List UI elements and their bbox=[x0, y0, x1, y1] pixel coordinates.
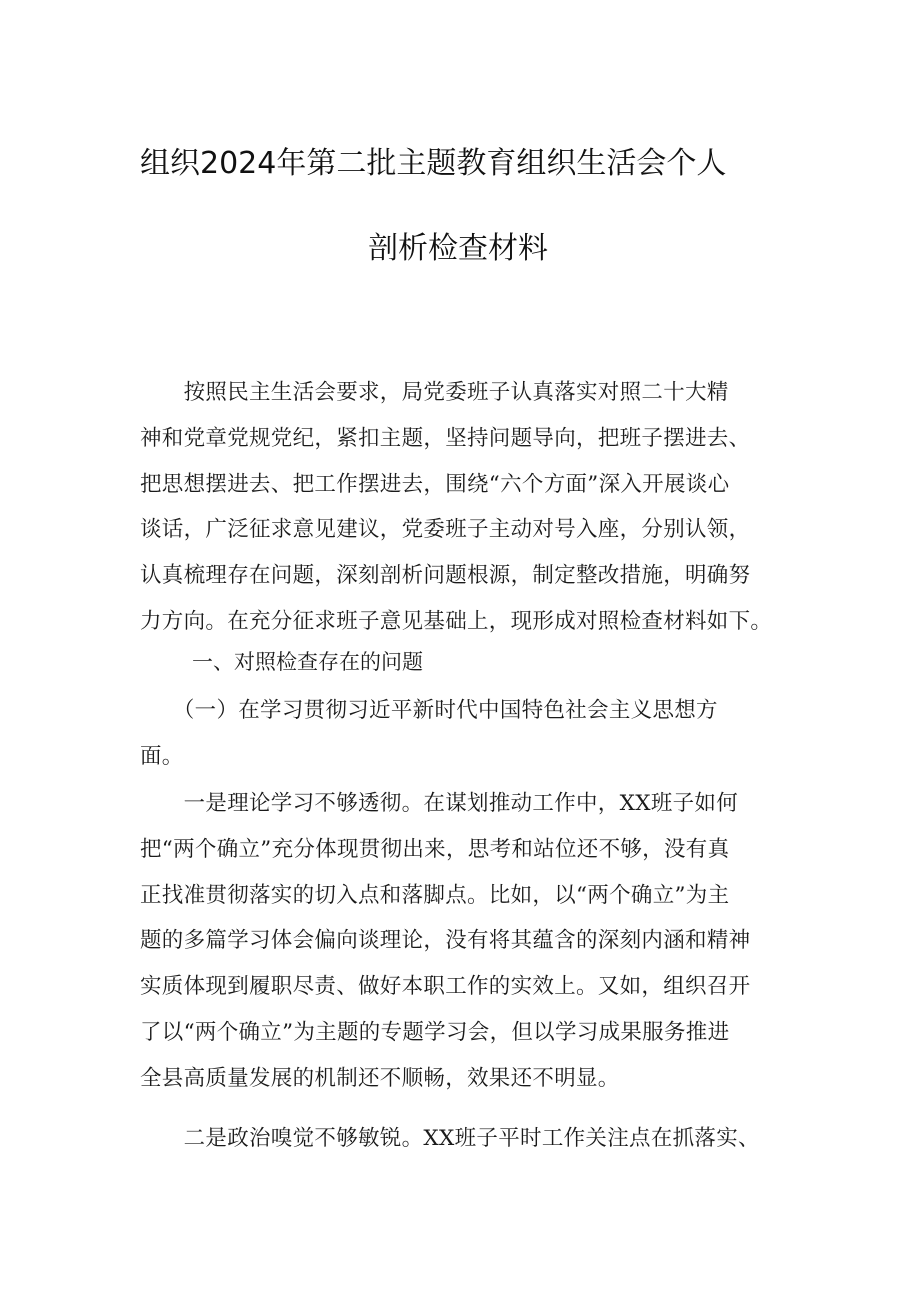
paragraph-line: 题的多篇学习体会偏向谈理论，没有将其蕴含的深刻内涵和精神 bbox=[140, 928, 751, 954]
paragraph-line: 谈话，广泛征求意见建议，党委班子主动对号入座，分别认领， bbox=[140, 517, 751, 543]
issue-one-paragraph bbox=[140, 781, 795, 1102]
paragraph-line: 全县高质量发展的机制还不顺畅，效果还不明显。 bbox=[140, 1065, 620, 1091]
paragraph-line: 神和党章党规党纪，紧扣主题，坚持问题导向，把班子摆进去、 bbox=[140, 425, 751, 451]
issue-two-paragraph bbox=[140, 1116, 795, 1162]
subsection-heading-paragraph bbox=[140, 688, 795, 780]
intro-paragraph bbox=[140, 370, 795, 645]
paragraph-line: 把思想摆进去、把工作摆进去，围绕“六个方面”深入开展谈心 bbox=[140, 471, 730, 497]
paragraph-line: 实质体现到履职尽责、做好本职工作的实效上。又如，组织召开 bbox=[140, 974, 751, 1000]
paragraph-line: 正找准贯彻落实的切入点和落脚点。比如，以“两个确立”为主 bbox=[140, 882, 730, 908]
paragraph-line: （一）在学习贯彻习近平新时代中国特色社会主义思想方 bbox=[140, 698, 718, 723]
paragraph-line: 认真梳理存在问题，深刻剖析问题根源，制定整改措施，明确努 bbox=[140, 563, 751, 589]
paragraph-line: 一是理论学习不够透彻。在谋划推动工作中，XX班子如何 bbox=[140, 791, 739, 816]
document-title-line-2: 剖析检查材料 bbox=[368, 231, 548, 266]
paragraph-line: 面。 bbox=[140, 743, 184, 769]
paragraph-line: 了以“两个确立”为主题的专题学习会，但以学习成果服务推进 bbox=[140, 1019, 730, 1045]
section-heading: 一、对照检查存在的问题 bbox=[192, 650, 423, 674]
paragraph-line: 二是政治嗅觉不够敏锐。XX班子平时工作关注点在抓落实、 bbox=[140, 1126, 760, 1151]
document-title-line-1: 组织2024年第二批主题教育组织生活会个人 bbox=[140, 146, 727, 181]
paragraph-line: 按照民主生活会要求，局党委班子认真落实对照二十大精 bbox=[140, 380, 729, 405]
paragraph-line: 把“两个确立”充分体现贯彻出来，思考和站位还不够，没有真 bbox=[140, 836, 730, 862]
paragraph-line: 力方向。在充分征求班子意见基础上，现形成对照检查材料如下。 bbox=[140, 608, 773, 634]
